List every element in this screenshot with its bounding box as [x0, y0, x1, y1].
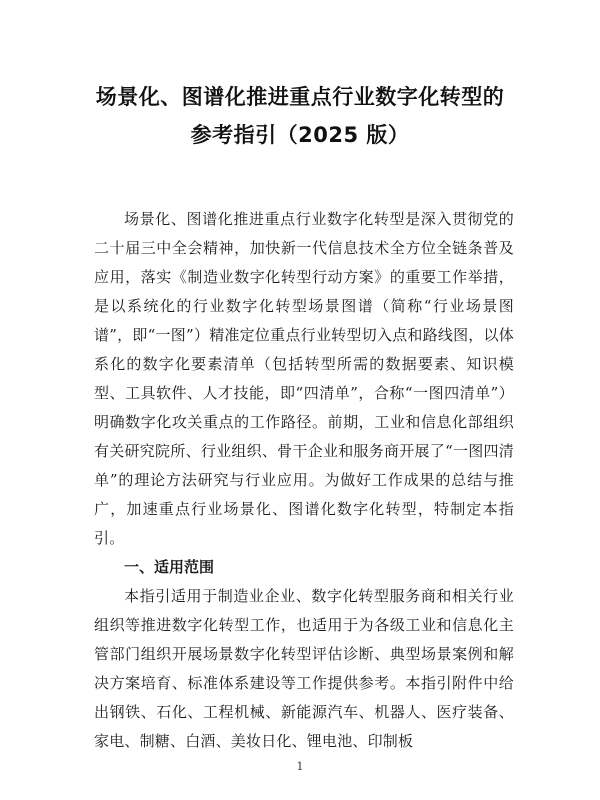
- section-heading-scope: 一、适用范围: [124, 558, 215, 576]
- document-body: [94, 205, 514, 756]
- page-number: 1: [296, 760, 304, 773]
- intro-paragraph: 场景化、图谱化推进重点行业数字化转型是深入贯彻党的二十届三中全会精神，加快新一代信息技术全方位全链条普及应用，落实《制造业数字化转型行动方案》的重要工作举措，是以系统化的行业数字化转型场景图谱（简称“行业场景图谱”，即“一图”）精准定位重点行业转型切入点和路线图，以体系化的数字化要素清单（包括转型所需的数据要素、知识模型、工具软件、人才技能，即“四清单”，合称“一图四清单”）明确数字化攻关重点的工作路径。前期，工业和信息化部组织有关研究院所、行业组织、骨干企业和服务商开展了“一图四清单”的理论方法研究与行业应用。为做好工作成果的总结与推广，加速重点行业场景化、图谱化数字化转型，特制定本指引。: [94, 210, 514, 547]
- scope-paragraph: 本指引适用于制造业企业、数字化转型服务商和相关行业组织等推进数字化转型工作，也适用于为各级工业和信息化主管部门组织开展场景数字化转型评估诊断、典型场景案例和解决方案培育、标准体系建设等工作提供参考。本指引附件中给出钢铁、石化、工程机械、新能源汽车、机器人、医疗装备、家电、制糖、白酒、美妆日化、锂电池、印制板: [94, 587, 514, 750]
- document-title-line-2: 参考指引（2025 版）: [190, 123, 410, 147]
- document-title-line-1: 场景化、图谱化推进重点行业数字化转型的: [95, 85, 505, 109]
